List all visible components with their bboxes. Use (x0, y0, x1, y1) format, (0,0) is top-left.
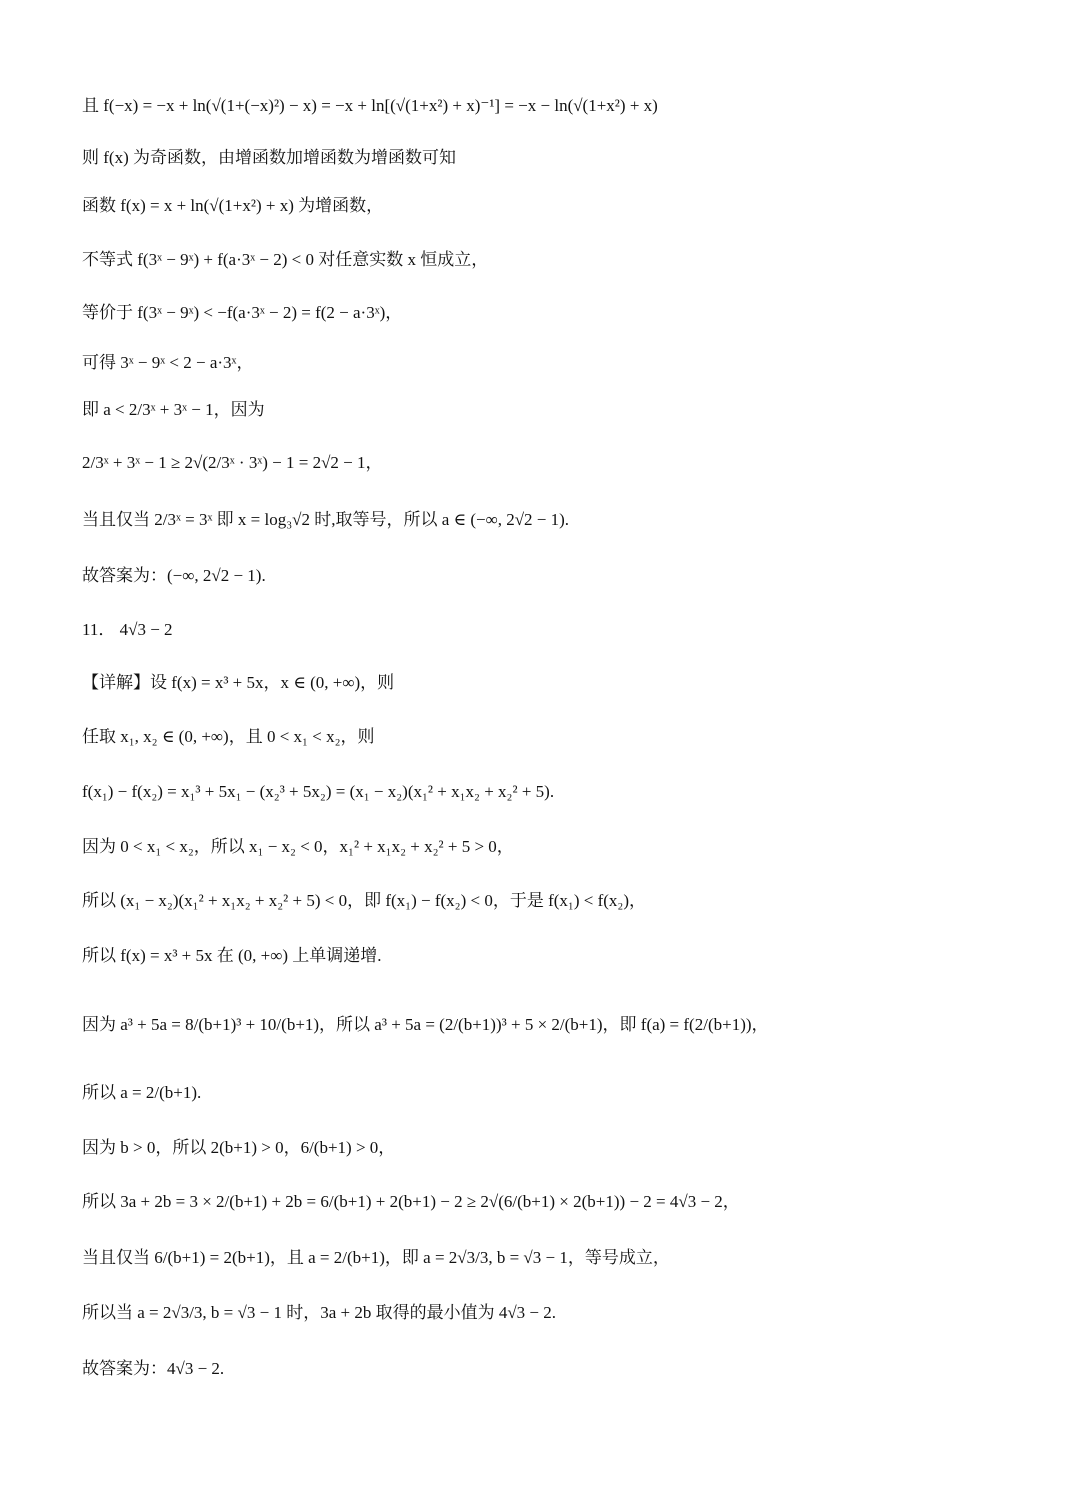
answer-line-24: 故答案为：4√3 − 2. (82, 1359, 225, 1378)
solution-line-23: 所以当 a = 2√3/3, b = √3 − 1 时，3a + 2b 取得的最小值为 4√3 − 2. (82, 1303, 556, 1322)
solution-line-5: 等价于 f(3ˣ − 9ˣ) < −f(a·3ˣ − 2) = f(2 − a·3ˣ)， (82, 303, 403, 322)
detail-heading-line: 【详解】设 f(x) = x³ + 5x，x ∈ (0, +∞)，则 (82, 673, 395, 692)
solution-line-1: 且 f(−x) = −x + ln(√(1+(−x)²) − x) = −x + ln[(√(1+x²) + x)⁻¹] = −x − ln(√(1+x²) + x) (82, 96, 658, 115)
solution-line-19: 所以 a = 2/(b+1). (82, 1083, 202, 1102)
solution-line-18: 因为 a³ + 5a = 8/(b+1)³ + 10/(b+1)，所以 a³ + 5a = (2/(b+1))³ + 5 × 2/(b+1)，即 f(a) = f(2/(b+1))， (82, 1015, 769, 1034)
solution-line-21: 所以 3a + 2b = 3 × 2/(b+1) + 2b = 6/(b+1) + 2(b+1) − 2 ≥ 2√(6/(b+1) × 2(b+1)) − 2 = 4√3 − 2， (82, 1192, 740, 1211)
solution-line-16: 所以 (x₁ − x₂)(x₁² + x₁x₂ + x₂² + 5) < 0，即 f(x₁) − f(x₂) < 0，于是 f(x₁) < f(x₂)， (82, 891, 646, 910)
solution-line-20: 因为 b > 0，所以 2(b+1) > 0，6/(b+1) > 0， (82, 1138, 396, 1157)
solution-line-7: 即 a < 2/3ˣ + 3ˣ − 1，因为 (82, 400, 265, 419)
solution-line-6: 可得 3ˣ − 9ˣ < 2 − a·3ˣ， (82, 353, 254, 372)
solution-line-13: 任取 x₁, x₂ ∈ (0, +∞)，且 0 < x₁ < x₂，则 (82, 727, 375, 746)
solution-line-3: 函数 f(x) = x + ln(√(1+x²) + x) 为增函数， (82, 196, 384, 215)
solution-line-4: 不等式 f(3ˣ − 9ˣ) + f(a·3ˣ − 2) < 0 对任意实数 x 恒成立， (82, 250, 489, 269)
solution-line-8: 2/3ˣ + 3ˣ − 1 ≥ 2√(2/3ˣ · 3ˣ) − 1 = 2√2 − 1， (82, 453, 383, 472)
solution-line-9: 当且仅当 2/3ˣ = 3ˣ 即 x = log₃√2 时,取等号，所以 a ∈ (−∞, 2√2 − 1). (82, 510, 570, 529)
question-11-answer: 11． 4√3 − 2 (82, 620, 173, 639)
solution-line-2: 则 f(x) 为奇函数，由增函数加增函数为增函数可知 (82, 148, 456, 167)
solution-line-15: 因为 0 < x₁ < x₂，所以 x₁ − x₂ < 0，x₁² + x₁x₂ + x₂² + 5 > 0， (82, 837, 514, 856)
solution-line-17: 所以 f(x) = x³ + 5x 在 (0, +∞) 上单调递增. (82, 946, 382, 965)
answer-line-10: 故答案为：(−∞, 2√2 − 1). (82, 566, 266, 585)
solution-line-22: 当且仅当 6/(b+1) = 2(b+1)，且 a = 2/(b+1)，即 a = 2√3/3, b = √3 − 1，等号成立， (82, 1248, 670, 1267)
solution-line-14: f(x₁) − f(x₂) = x₁³ + 5x₁ − (x₂³ + 5x₂) = (x₁ − x₂)(x₁² + x₁x₂ + x₂² + 5). (82, 782, 555, 801)
